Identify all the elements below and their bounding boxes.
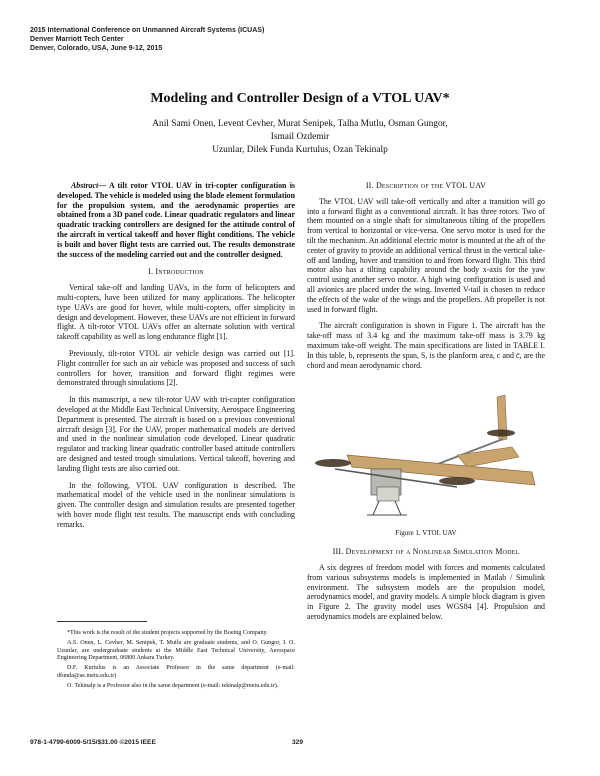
paragraph: Previously, tilt-rotor VTOL air vehicle design was carried out [1]. Flight controller for such an air vehicle was proposed and success of such controllers for hover, transition and forward flight regimes were demonstrated through simulations [2]. <box>57 348 295 388</box>
aft-rotor <box>487 430 515 437</box>
header-line: Denver, Colorado, USA, June 9-12, 2015 <box>30 44 163 52</box>
front-right-rotor <box>439 477 475 485</box>
footnote: O. Tekinalp is a Professor also in the same department (e-mail: tekinalp@metu.edu.tr). <box>67 682 279 689</box>
uav-illustration <box>307 377 545 527</box>
abstract-text: — A tilt rotor VTOL UAV in tri-copter configuration is developed. The vehicle is modeled using the blade element formulation for the propulsion system, and the aerodynamic properties are obtained from a 3D panel code. Linear quadratic regulators and linear quadratic tracking controllers are designed for the attitude control of the aircraft in vertical takeoff and hover flight conditions. The vehicle is built and hover flight tests are carried out. The results demonstrate the success of the modeling carried out and the controller designed. <box>57 181 295 259</box>
abstract-lead: Abstract <box>71 181 99 190</box>
footnote: D.F. Kurtulus is an Associate Professor in the same department (e-mail: dfunda@ae.metu.edu.tr) <box>57 665 295 679</box>
section-heading: III. Development of a Nonlinear Simulation Model <box>332 547 520 557</box>
landing-gear <box>373 501 379 515</box>
footnotes <box>57 630 295 693</box>
footnote-rule <box>57 621 147 622</box>
paragraph: In the following, VTOL UAV configuration is described. The mathematical model of the vehicle used in the nonlinear simulations is given. The controller design and simulation results are presented together with hover mode flight test results. The manuscript ends with concluding remarks. <box>57 480 295 529</box>
front-left-rotor <box>315 459 351 467</box>
abstract <box>57 181 295 259</box>
section-heading: I. Introduction <box>148 267 204 277</box>
footnote: *This work is the result of the student projects supported by the Boeing Company. <box>67 630 268 636</box>
author-line: Uzunlar, Dilek Funda Kurtulus, Ozan Tekinalp <box>212 145 388 155</box>
v-tail <box>457 447 519 467</box>
isbn-footer: 978-1-4799-6009-5/15/$31.00 ©2015 IEEE <box>30 739 156 746</box>
paragraph: A six degrees of freedom model with forces and moments calculated from various subsystems models is implemented in Matlab / Simulink environment. The subsystem models are the propulsion model, aerodynamics model, and gravity models. A simple block diagram is given in Figure 2. The gravity model uses WGS84 [4]. Propulsion and aerodynamics models are explained below. <box>307 562 545 621</box>
footnote: A.S. Onen, L. Cevher, M. Senipek, T. Mutlu are graduate students, and O. Gungor, I. O. Uzunlar, are undergraduate students at the Middle East Technical University, Aerospace Engineering Department, 06800 Ankara Turkey. <box>57 639 295 662</box>
avionics-box <box>377 487 399 501</box>
uav-figure <box>307 377 545 527</box>
paragraph: Vertical take-off and landing UAVs, in the form of helicopters and multi-copters, have been utilized for many applications. The helicopter type UAVs are good for hover, while multi-copters, offer simplicity in design and development. However, these UAVs are not efficient in forward flight. A tilt-rotor VTOL UAVs offer an alternate solution with vertical takeoff capability as well as long endurance flight [1]. <box>57 283 295 342</box>
paragraph: The VTOL UAV will take-off vertically and after a transition will go into a forward flight as a conventional aircraft. It has three rotors. Two of them mounted on a single shaft for simultaneous tilting of the propellers from vertical to horizontal or vice-versa. One servo motor is used for the tilt the mechanism. An additional electric motor is mounted at the aft of the center of gravity to provide an additional vertical thrust in the vertical take-off and landing, hover and transition to and from forward flight. This third motor also has a tilting capability around the body x-axis for the yaw control using another servo motor. A high wing configuration is used and all avionics are placed under the wing. Inverted V-tail is chosen to reduce the effects of the wake of the wings and the propellers. Aft propeller is not used in forward flight. <box>307 196 545 314</box>
paragraph: In this manuscript, a new tilt-rotor UAV with tri-copter configuration developed at the Middle East Technical University, Aerospace Engineering Department is presented. The aircraft is based on a previous conventional aircraft design [3]. For the UAV, proper mathematical models are derived and used in the nonlinear simulation code developed. Linear quadratic regulator and tracking linear quadratic controller based attitude controllers are designed and tested trough simulations. Vertical takeoff, hovering and landing flight tests are also carried out. <box>57 395 295 473</box>
paper-title: Modeling and Controller Design of a VTOL UAV* <box>150 91 450 106</box>
author-list <box>140 118 460 157</box>
conference-header <box>30 27 330 53</box>
landing-gear <box>395 501 401 515</box>
section-heading: II. Description of the VTOL UAV <box>365 181 487 190</box>
header-line: Denver Marriott Tech Center <box>30 35 124 43</box>
header-line: 2015 International Conference on Unmanned Aircraft Systems (ICUAS) <box>30 27 265 34</box>
right-column <box>307 181 545 629</box>
page-number: 329 <box>292 739 304 746</box>
figure-caption: Figure 1. VTOL UAV <box>395 529 457 538</box>
left-column <box>57 181 295 537</box>
paragraph: The aircraft configuration is shown in Figure 1. The aircraft has the take-off mass of 3.4 kg and the maximum take-off mass is 3.79 kg maximum take-off weight. The main specifications are listed in TABLE I. In this table, b, represents the span, S, is the planform area, c and c̄, are the chord and mean aerodynamic chord. <box>307 321 545 370</box>
author-line: Anil Sami Onen, Levent Cevher, Murat Senipek, Talha Mutlu, Osman Gungor, Ismail Ozdemir <box>152 119 448 142</box>
